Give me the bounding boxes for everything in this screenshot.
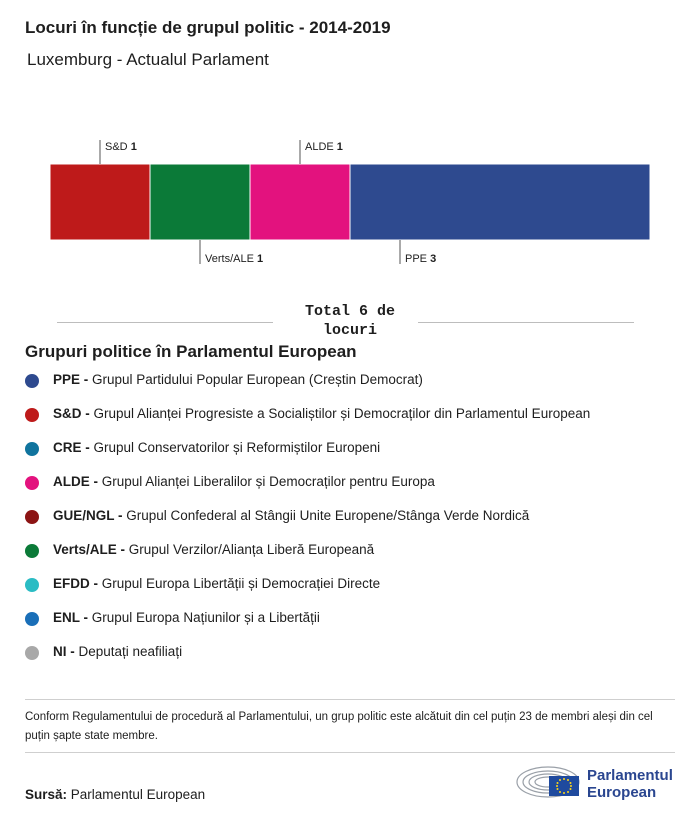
legend-label <box>53 576 380 591</box>
logo-line-2: European <box>587 784 657 801</box>
legend-item-efdd <box>25 576 590 610</box>
legend-item-enl <box>25 610 590 644</box>
chart-subtitle: Luxemburg - Actualul Parlament <box>27 50 269 69</box>
legend-name: Grupul Partidului Popular European (Creștin Democrat) <box>92 372 423 387</box>
logo-wordmark <box>587 767 673 801</box>
legend-color-dot <box>25 578 39 592</box>
note-text: Conform Regulamentului de procedură al Parlamentului, un grup politic este alcătuit din cel puțin 23 de membri aleși din cel puțin șapte state membre. <box>25 711 653 742</box>
legend-name: Grupul Conservatorilor și Reformiștilor Europeni <box>93 440 381 455</box>
legend-color-dot <box>25 408 39 422</box>
legend <box>25 372 590 678</box>
legend-abbr: GUE/NGL - <box>53 508 127 523</box>
legend-label <box>53 372 423 387</box>
total-divider-left <box>57 322 273 323</box>
legend-abbr: ENL - <box>53 610 92 625</box>
source-value: Parlamentul European <box>70 787 206 802</box>
legend-abbr: CRE - <box>53 440 94 455</box>
total-divider-right <box>418 322 634 323</box>
bar-segment-ppe <box>350 164 650 240</box>
legend-name: Grupul Confederal al Stângii Unite Europene/Stânga Verde Nordică <box>126 508 530 523</box>
legend-name: Deputați neafiliați <box>78 644 183 659</box>
legend-label <box>53 644 182 659</box>
stacked-bar-chart <box>0 0 700 290</box>
legend-color-dot <box>25 442 39 456</box>
bar-segment-s-d <box>50 164 150 240</box>
bar-label-verts-ale: Verts/ALE 1 <box>205 253 264 265</box>
legend-item-alde <box>25 474 590 508</box>
chart-title: Locuri în funcție de grupul politic - 2014-2019 <box>25 18 391 37</box>
legend-label <box>53 406 590 421</box>
legend-label <box>53 474 435 489</box>
legend-label <box>53 508 529 523</box>
legend-abbr: S&D - <box>53 406 94 421</box>
legend-item-ni <box>25 644 590 678</box>
legend-item-verts-ale <box>25 542 590 576</box>
legend-abbr: ALDE - <box>53 474 102 489</box>
legend-color-dot <box>25 476 39 490</box>
source-label: Sursă: <box>25 787 68 802</box>
legend-label <box>53 610 320 625</box>
legend-name: Grupul Europa Libertății și Democrației Directe <box>101 576 381 591</box>
legend-item-cre <box>25 440 590 474</box>
legend-color-dot <box>25 544 39 558</box>
legend-item-s-d <box>25 406 590 440</box>
legend-abbr: Verts/ALE - <box>53 542 129 557</box>
legend-label <box>53 542 374 557</box>
bar-label-ppe: PPE 3 <box>405 253 437 265</box>
note-divider-bottom <box>25 752 675 753</box>
logo-line-1: Parlamentul <box>587 767 673 784</box>
legend-name: Grupul Alianței Liberalilor și Democraților pentru Europa <box>101 474 435 489</box>
bar-label-alde: ALDE 1 <box>305 141 343 153</box>
legend-title: Grupuri politice în Parlamentul European <box>25 342 357 361</box>
source <box>25 787 205 802</box>
legend-color-dot <box>25 510 39 524</box>
legend-name: Grupul Verzilor/Alianța Liberă Europeană <box>128 542 375 557</box>
bar-label-s-d: S&D 1 <box>105 141 137 153</box>
bar-segment-verts-ale <box>150 164 250 240</box>
legend-color-dot <box>25 612 39 626</box>
legend-item-ppe <box>25 372 590 406</box>
legend-label <box>53 440 380 455</box>
legend-color-dot <box>25 374 39 388</box>
total-seats: Total 6 de locuri <box>304 303 395 339</box>
legend-abbr: EFDD - <box>53 576 102 591</box>
legend-item-gue-ngl <box>25 508 590 542</box>
bar-segment-alde <box>250 164 350 240</box>
legend-name: Grupul Europa Națiunilor și a Libertății <box>91 610 320 625</box>
legend-abbr: PPE - <box>53 372 93 387</box>
legend-abbr: NI - <box>53 644 79 659</box>
legend-name: Grupul Alianței Progresiste a Socialiștilor și Democraților din Parlamentul European <box>93 406 591 421</box>
european-parliament-logo <box>515 762 680 802</box>
parliament-logo-icon <box>515 762 581 802</box>
legend-color-dot <box>25 646 39 660</box>
note-divider-top <box>25 699 675 700</box>
